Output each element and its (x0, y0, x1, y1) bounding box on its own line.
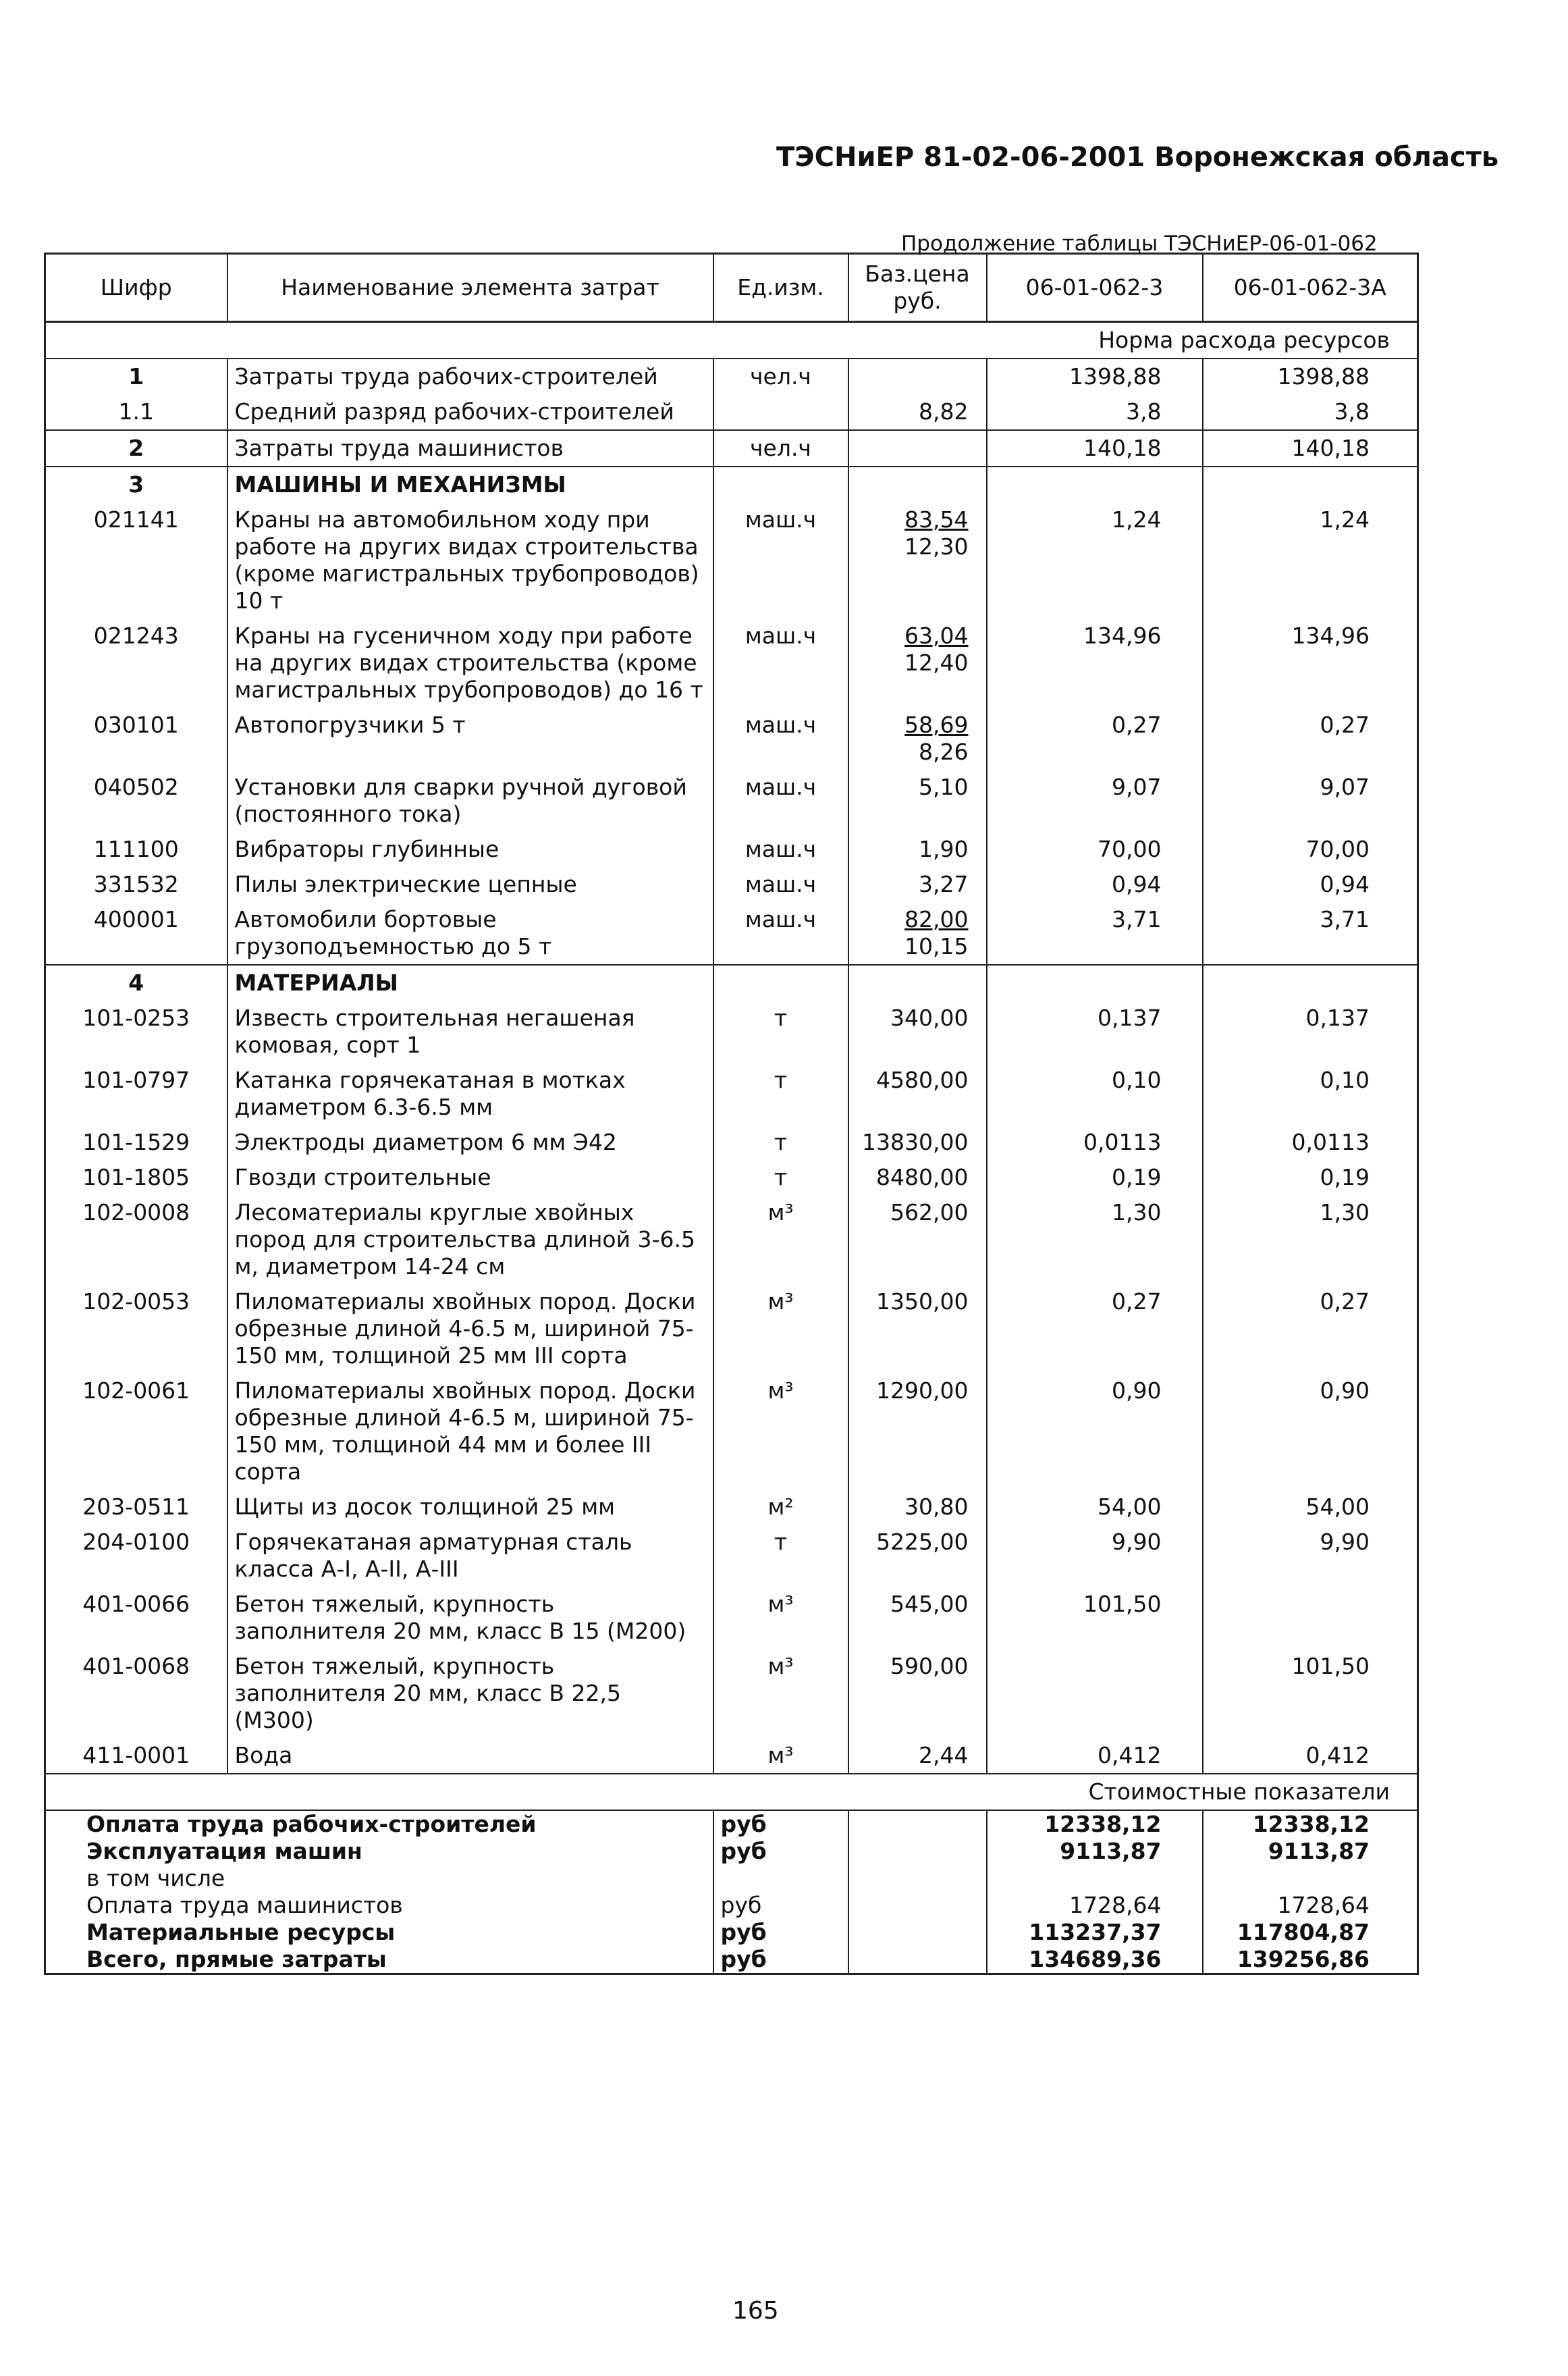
row-v2: 0,0113 (1291, 1129, 1370, 1155)
row-price: 590,00 (848, 1649, 987, 1738)
price-value: 1,90 (919, 836, 969, 862)
row-v1: 0,27 (987, 708, 1203, 770)
cost-unit: руб (713, 1892, 848, 1919)
row-v2: 1,30 (1320, 1199, 1370, 1225)
row-v2: 1,24 (1320, 506, 1370, 533)
empty-cell (848, 1810, 987, 1838)
row-unit: т (713, 1125, 848, 1160)
empty-cell (848, 467, 987, 502)
row-code: 111100 (45, 832, 227, 867)
empty-cell (987, 965, 1203, 1001)
machine-row (45, 902, 1418, 965)
cost-v2: 12338,12 (1252, 1811, 1370, 1837)
price-value: 63,04 (904, 623, 969, 649)
section-title: МАШИНЫ И МЕХАНИЗМЫ (227, 467, 713, 502)
row-v2: 3,71 (1320, 906, 1370, 932)
cost-row (45, 1810, 1418, 1838)
row-name: Горячекатаная арматурная сталь класса А-I, А-II, А-III (227, 1525, 713, 1587)
table-continuation-label: Продолжение таблицы ТЭСНиЕР-06-01-062 (901, 232, 1378, 256)
cost-row (45, 1892, 1418, 1919)
empty-cell (848, 1919, 987, 1946)
machine-row (45, 867, 1418, 902)
row-name: Затраты труда машинистов (227, 430, 713, 467)
row-price: 8,82 (848, 394, 987, 430)
row-unit: т (713, 1001, 848, 1063)
empty-cell (848, 1892, 987, 1919)
row-v2: 0,412 (1305, 1742, 1370, 1768)
machinist-wage: 12,30 (904, 533, 969, 560)
row-v2: 0,10 (1320, 1067, 1370, 1093)
labor-row (45, 394, 1418, 430)
norm-label: Норма расхода ресурсов (45, 322, 1418, 359)
row-price (848, 867, 987, 902)
row-name: Бетон тяжелый, крупность заполнителя 20 мм, класс В 22,5 (М300) (227, 1649, 713, 1738)
material-row (45, 1125, 1418, 1160)
cost-label-row (45, 1774, 1418, 1810)
row-unit: чел.ч (713, 430, 848, 467)
row-name: Краны на автомобильном ходу при работе на других видах строительства (кроме магистральных трубопроводов) 10 т (227, 502, 713, 618)
row-price: 2,44 (848, 1738, 987, 1774)
cost-row (45, 1946, 1418, 1974)
row-v2: 101,50 (1291, 1653, 1370, 1679)
row-unit: м³ (713, 1373, 848, 1489)
row-v1: 1,24 (987, 502, 1203, 618)
row-price (848, 430, 987, 467)
cost-name: Эксплуатация машин (45, 1838, 713, 1865)
cost-name: Оплата труда рабочих-строителей (45, 1810, 713, 1838)
row-v1: 0,90 (987, 1373, 1203, 1489)
price-value: 3,27 (919, 871, 969, 897)
row-v2: 70,00 (1305, 836, 1370, 862)
row-v2: 3,8 (1334, 398, 1370, 425)
material-row (45, 1001, 1418, 1063)
material-row (45, 1063, 1418, 1125)
section-title: МАТЕРИАЛЫ (227, 965, 713, 1001)
row-code: 102-0053 (45, 1284, 227, 1373)
row-name: Средний разряд рабочих-строителей (227, 394, 713, 430)
material-row (45, 1195, 1418, 1284)
row-name: Гвозди строительные (227, 1160, 713, 1195)
cost-name: Материальные ресурсы (45, 1919, 713, 1946)
material-row (45, 1489, 1418, 1525)
row-v1: 0,412 (987, 1738, 1203, 1774)
row-price: 562,00 (848, 1195, 987, 1284)
cost-row (45, 1865, 1418, 1892)
row-v2: 9,90 (1320, 1529, 1370, 1555)
row-v1: 0,19 (987, 1160, 1203, 1195)
column-header-row (45, 254, 1418, 322)
material-row (45, 1738, 1418, 1774)
row-unit: маш.ч (713, 770, 848, 832)
row-v2: 0,27 (1320, 712, 1370, 738)
row-name: Катанка горячекатаная в мотках диаметром 6.3-6.5 мм (227, 1063, 713, 1125)
row-price: 545,00 (848, 1587, 987, 1649)
row-price: 13830,00 (848, 1125, 987, 1160)
row-code: 101-0253 (45, 1001, 227, 1063)
row-v1: 3,8 (987, 394, 1203, 430)
cost-row (45, 1919, 1418, 1946)
row-v1: 0,137 (987, 1001, 1203, 1063)
row-code: 040502 (45, 770, 227, 832)
row-name: Лесоматериалы круглые хвойных пород для строительства длиной 3-6.5 м, диаметром 14-24 см (227, 1195, 713, 1284)
cost-name: Оплата труда машинистов (45, 1892, 713, 1919)
col-name-header: Наименование элемента затрат (227, 254, 713, 322)
row-code: 401-0066 (45, 1587, 227, 1649)
col-code-header: Шифр (45, 254, 227, 322)
row-v1: 54,00 (987, 1489, 1203, 1525)
empty-cell (987, 467, 1203, 502)
material-row (45, 1525, 1418, 1587)
row-unit: м³ (713, 1587, 848, 1649)
norm-label-row (45, 322, 1418, 359)
row-code: 021243 (45, 618, 227, 708)
row-v2: 0,90 (1320, 1377, 1370, 1404)
section-code: 3 (45, 467, 227, 502)
row-price (848, 502, 987, 618)
cost-v1: 1728,64 (987, 1892, 1203, 1919)
row-price: 340,00 (848, 1001, 987, 1063)
row-code: 021141 (45, 502, 227, 618)
resource-table (44, 253, 1419, 1975)
row-code: 1.1 (45, 394, 227, 430)
row-code: 102-0061 (45, 1373, 227, 1489)
col-v1-header: 06-01-062-3 (987, 254, 1203, 322)
row-code: 030101 (45, 708, 227, 770)
row-v2: 140,18 (1203, 430, 1418, 467)
row-price (848, 618, 987, 708)
cost-unit (713, 1865, 848, 1892)
col-v2-header: 06-01-062-3А (1203, 254, 1418, 322)
row-v1: 101,50 (987, 1587, 1203, 1649)
row-code: 1 (45, 359, 227, 394)
row-v1: 140,18 (987, 430, 1203, 467)
row-name: Вода (227, 1738, 713, 1774)
row-v2: 1398,88 (1203, 359, 1418, 394)
row-name: Затраты труда рабочих-строителей (227, 359, 713, 394)
col-unit-header: Ед.изм. (713, 254, 848, 322)
row-unit (713, 394, 848, 430)
empty-cell (848, 1865, 987, 1892)
labor-row (45, 430, 1418, 467)
row-unit: чел.ч (713, 359, 848, 394)
machinist-wage: 8,26 (919, 739, 969, 765)
empty-cell (713, 965, 848, 1001)
cost-v1: 12338,12 (987, 1810, 1203, 1838)
row-price: 30,80 (848, 1489, 987, 1525)
machine-row (45, 502, 1418, 618)
row-unit: м³ (713, 1649, 848, 1738)
col-price-header: Баз.цена руб. (848, 254, 987, 322)
row-v1: 3,71 (987, 902, 1203, 965)
machine-row (45, 832, 1418, 867)
row-price: 1350,00 (848, 1284, 987, 1373)
empty-cell (1203, 965, 1418, 1001)
machine-row (45, 770, 1418, 832)
row-v1: 70,00 (987, 832, 1203, 867)
page-number: 165 (732, 2297, 779, 2325)
row-price: 8480,00 (848, 1160, 987, 1195)
row-v2: 0,27 (1320, 1288, 1370, 1315)
row-unit: т (713, 1160, 848, 1195)
labor-row (45, 359, 1418, 394)
row-name: Вибраторы глубинные (227, 832, 713, 867)
price-value: 58,69 (904, 712, 969, 738)
cost-unit: руб (713, 1810, 848, 1838)
row-unit: м³ (713, 1284, 848, 1373)
machine-row (45, 618, 1418, 708)
cost-v2: 117804,87 (1237, 1919, 1370, 1945)
price-value: 5,10 (919, 774, 969, 800)
document-header: ТЭСНиЕР 81-02-06-2001 Воронежская область (776, 142, 1499, 173)
row-name: Установки для сварки ручной дуговой (постоянного тока) (227, 770, 713, 832)
cost-label: Стоимостные показатели (45, 1774, 1418, 1810)
row-code: 401-0068 (45, 1649, 227, 1738)
price-value: 82,00 (904, 906, 969, 932)
row-name: Бетон тяжелый, крупность заполнителя 20 мм, класс В 15 (М200) (227, 1587, 713, 1649)
machines-section-row (45, 467, 1418, 502)
machine-row (45, 708, 1418, 770)
row-name: Щиты из досок толщиной 25 мм (227, 1489, 713, 1525)
row-code: 411-0001 (45, 1738, 227, 1774)
row-v1: 0,27 (987, 1284, 1203, 1373)
cost-v2 (1203, 1865, 1418, 1892)
cost-v1 (987, 1865, 1203, 1892)
material-row (45, 1284, 1418, 1373)
row-v2: 0,137 (1305, 1005, 1370, 1031)
cost-name: в том числе (45, 1865, 713, 1892)
row-name: Краны на гусеничном ходу при работе на других видах строительства (кроме магистральных трубопроводов) до 16 т (227, 618, 713, 708)
cost-unit: руб (713, 1946, 848, 1974)
row-unit: маш.ч (713, 708, 848, 770)
material-row (45, 1160, 1418, 1195)
cost-v2: 1728,64 (1277, 1892, 1370, 1918)
row-unit: т (713, 1525, 848, 1587)
cost-name: Всего, прямые затраты (45, 1946, 713, 1974)
row-price (848, 832, 987, 867)
row-v2 (1203, 1587, 1418, 1649)
row-price (848, 770, 987, 832)
row-price: 4580,00 (848, 1063, 987, 1125)
empty-cell (848, 1838, 987, 1865)
row-unit: маш.ч (713, 618, 848, 708)
cost-v1: 134689,36 (987, 1946, 1203, 1974)
row-v1 (987, 1649, 1203, 1738)
row-v1: 134,96 (987, 618, 1203, 708)
empty-cell (713, 467, 848, 502)
price-value: 83,54 (904, 506, 969, 533)
row-code: 203-0511 (45, 1489, 227, 1525)
row-unit: маш.ч (713, 902, 848, 965)
row-v2: 0,19 (1320, 1164, 1370, 1190)
material-row (45, 1373, 1418, 1489)
row-unit: маш.ч (713, 867, 848, 902)
cost-v2: 9113,87 (1268, 1838, 1370, 1864)
row-v1: 0,10 (987, 1063, 1203, 1125)
row-name: Известь строительная негашеная комовая, сорт 1 (227, 1001, 713, 1063)
row-v1: 0,0113 (987, 1125, 1203, 1160)
row-name: Пилы электрические цепные (227, 867, 713, 902)
empty-cell (848, 965, 987, 1001)
row-name: Пиломатериалы хвойных пород. Доски обрезные длиной 4-6.5 м, шириной 75-150 мм, толщиной 44 мм и более III сорта (227, 1373, 713, 1489)
row-name: Электроды диаметром 6 мм Э42 (227, 1125, 713, 1160)
row-v1: 0,94 (987, 867, 1203, 902)
row-code: 204-0100 (45, 1525, 227, 1587)
cost-v1: 9113,87 (987, 1838, 1203, 1865)
row-v1: 1398,88 (987, 359, 1203, 394)
row-unit: маш.ч (713, 502, 848, 618)
row-unit: маш.ч (713, 832, 848, 867)
row-code: 101-0797 (45, 1063, 227, 1125)
row-code: 101-1529 (45, 1125, 227, 1160)
row-v1: 9,07 (987, 770, 1203, 832)
cost-v1: 113237,37 (987, 1919, 1203, 1946)
empty-cell (848, 1946, 987, 1974)
row-price (848, 902, 987, 965)
material-row (45, 1649, 1418, 1738)
row-unit: м³ (713, 1738, 848, 1774)
row-price: 5225,00 (848, 1525, 987, 1587)
row-code: 101-1805 (45, 1160, 227, 1195)
row-v2: 54,00 (1305, 1494, 1370, 1520)
machinist-wage: 12,40 (904, 650, 969, 676)
row-v1: 9,90 (987, 1525, 1203, 1587)
section-code: 4 (45, 965, 227, 1001)
row-v2: 9,07 (1320, 774, 1370, 800)
row-code: 400001 (45, 902, 227, 965)
machinist-wage: 10,15 (904, 933, 969, 959)
row-code: 331532 (45, 867, 227, 902)
row-unit: м² (713, 1489, 848, 1525)
cost-unit: руб (713, 1919, 848, 1946)
row-code: 102-0008 (45, 1195, 227, 1284)
cost-v2: 139256,86 (1237, 1946, 1370, 1972)
row-price (848, 708, 987, 770)
cost-row (45, 1838, 1418, 1865)
row-name: Автопогрузчики 5 т (227, 708, 713, 770)
row-v2: 134,96 (1291, 623, 1370, 649)
row-unit: т (713, 1063, 848, 1125)
row-code: 2 (45, 430, 227, 467)
empty-cell (1203, 467, 1418, 502)
row-name: Автомобили бортовые грузоподъемностью до 5 т (227, 902, 713, 965)
material-row (45, 1587, 1418, 1649)
row-price (848, 359, 987, 394)
row-unit: м³ (713, 1195, 848, 1284)
materials-section-row (45, 965, 1418, 1001)
row-v1: 1,30 (987, 1195, 1203, 1284)
row-name: Пиломатериалы хвойных пород. Доски обрезные длиной 4-6.5 м, шириной 75-150 мм, толщиной 25 мм III сорта (227, 1284, 713, 1373)
cost-unit: руб (713, 1838, 848, 1865)
row-v2: 0,94 (1320, 871, 1370, 897)
row-price: 1290,00 (848, 1373, 987, 1489)
